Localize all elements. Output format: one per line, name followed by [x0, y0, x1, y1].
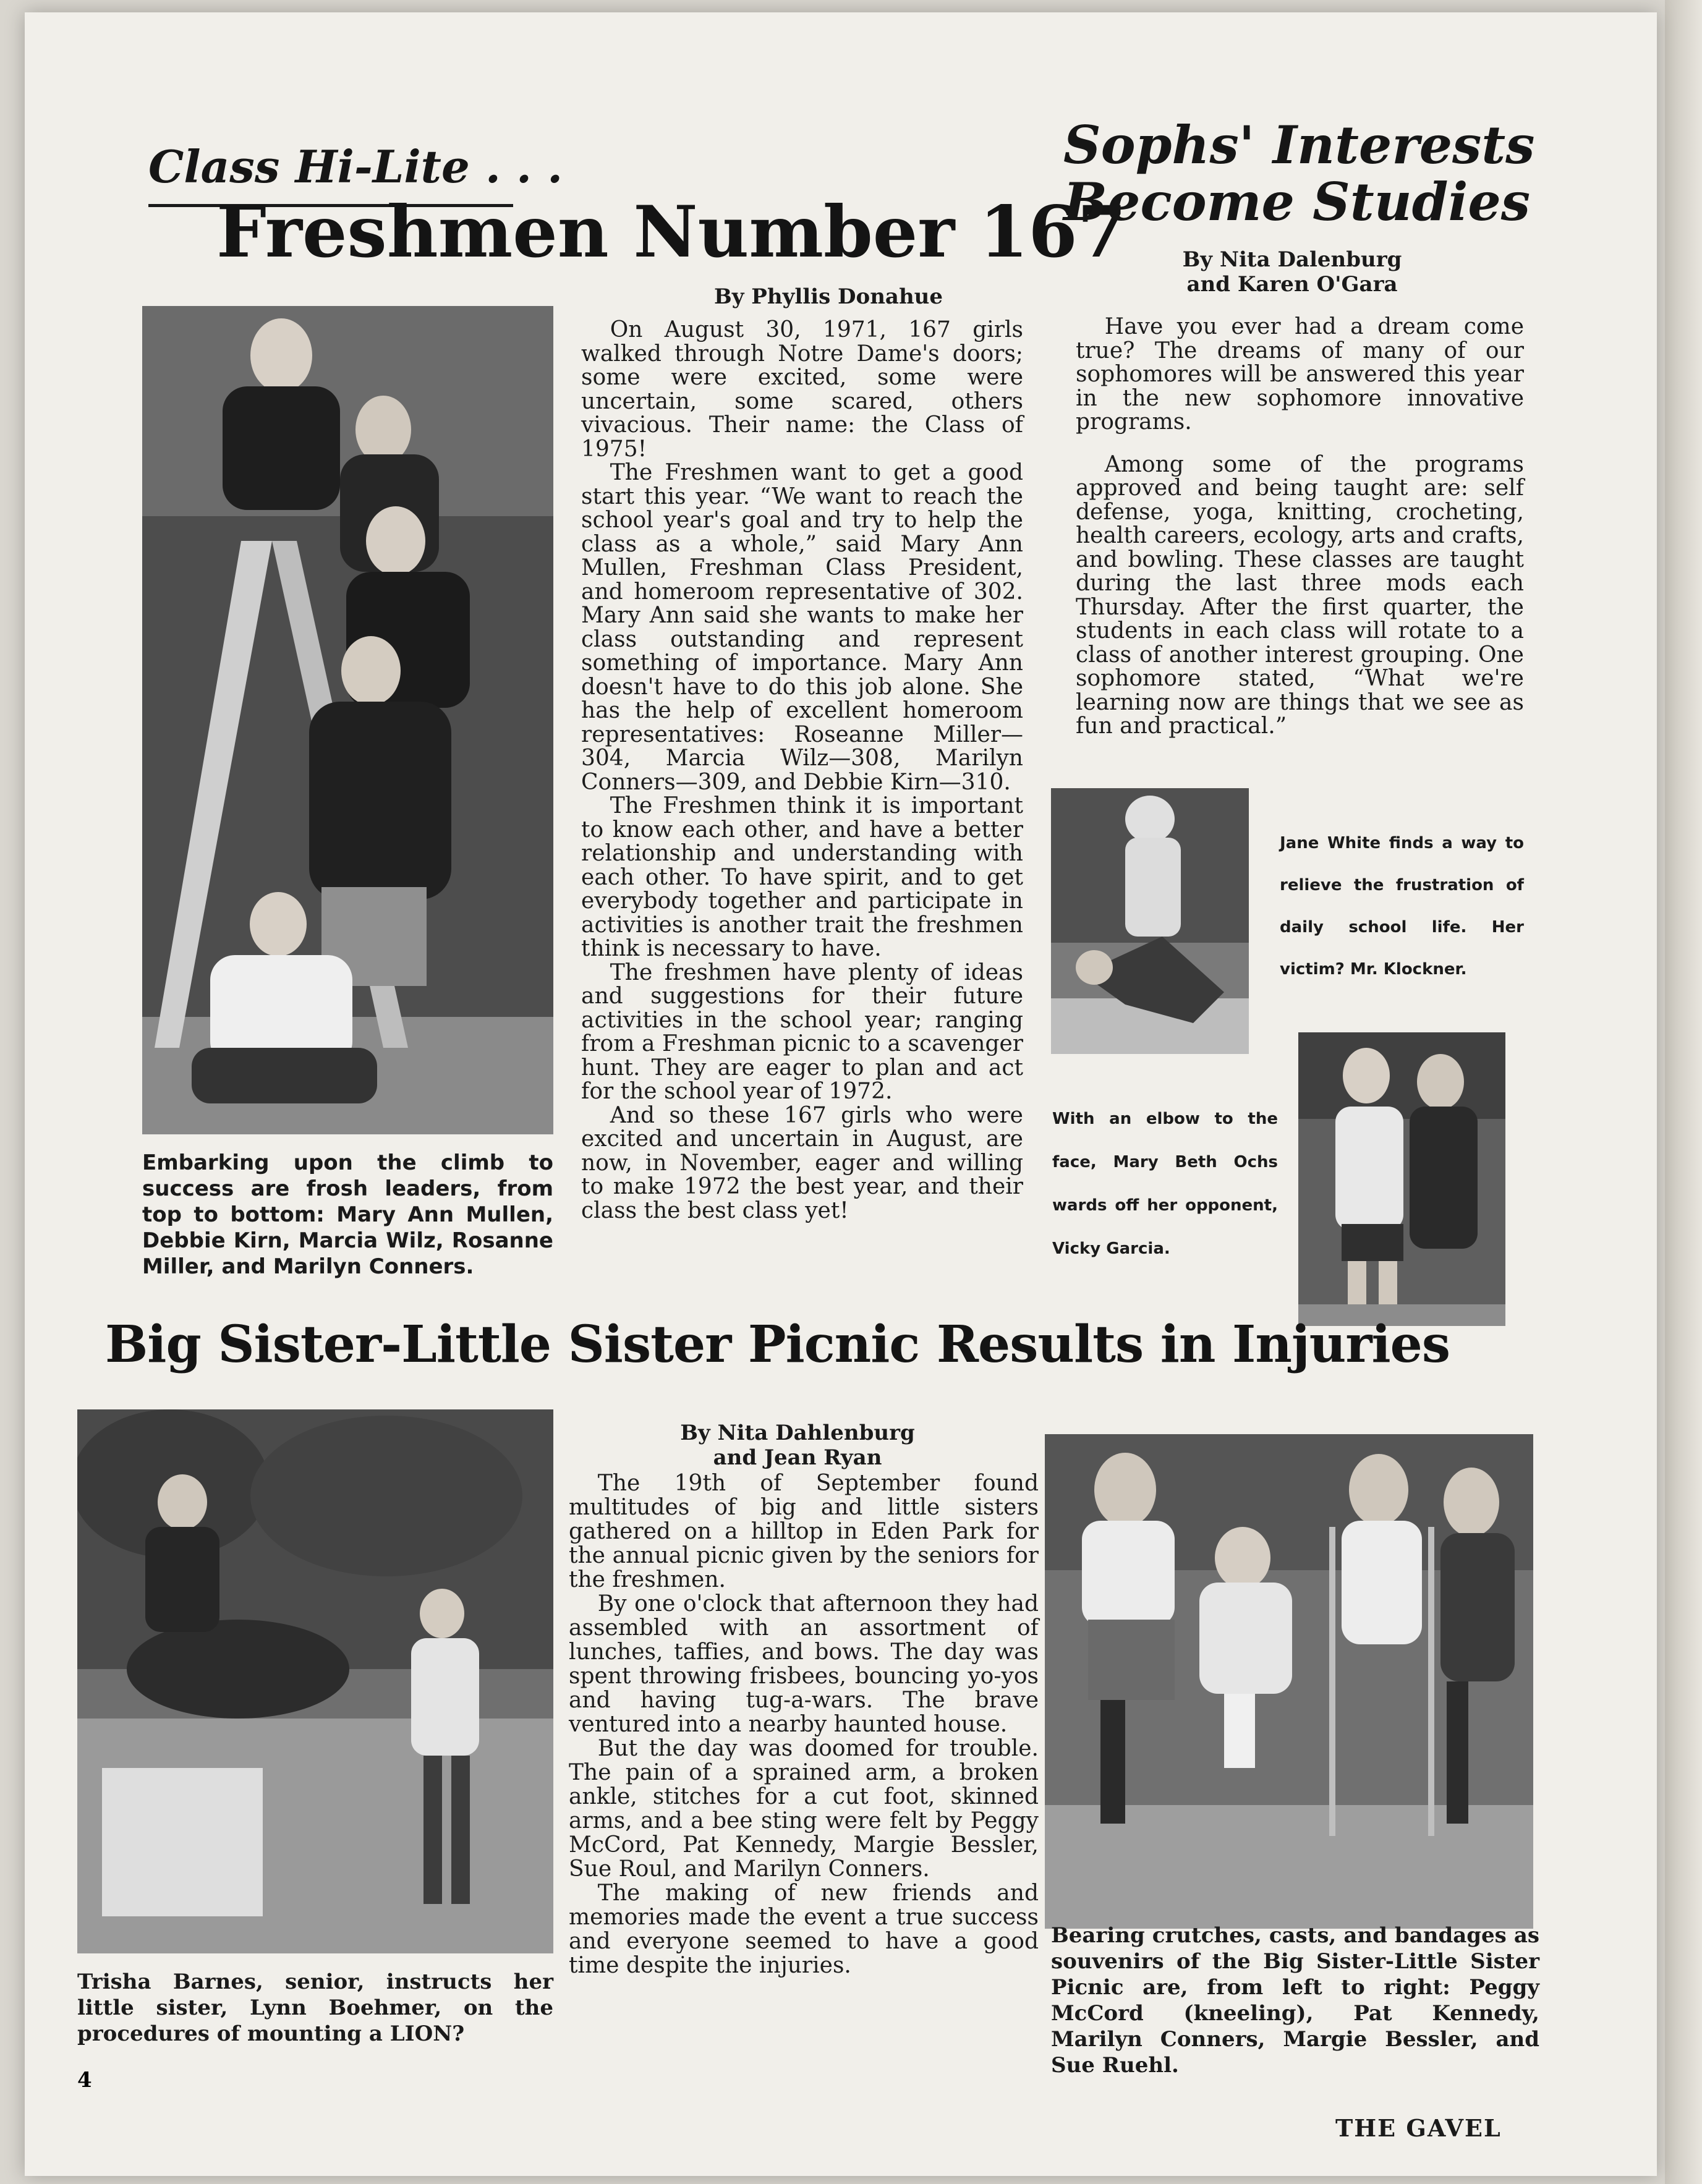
freshmen-headline: Freshmen Number 167	[216, 190, 1126, 273]
picnic-headline: Big Sister-Little Sister Picnic Results in Injuries	[105, 1315, 1450, 1374]
sophs-byline-line2: and Karen O'Gara	[1186, 272, 1398, 297]
freshmen-byline: By Phyllis Donahue	[713, 284, 943, 309]
publication-footer: THE GAVEL	[1335, 2114, 1502, 2142]
picnic-paragraph: By one o'clock that afternoon they had assembled with an assortment of lunches, taffies, and bows. The day was spent throwing frisbees, bouncing yo-yos and having tug-a-wars. The brave ventured into a nearby haunted house.	[569, 1591, 1039, 1737]
self-defense-photo-1	[1051, 788, 1249, 1054]
self-defense-caption-2: With an elbow to the face, Mary Beth Ochs wards off her opponent, Vicky Garcia.	[1052, 1110, 1278, 1258]
freshmen-paragraph: On August 30, 1971, 167 girls walked through Notre Dame's doors; some were excited, some were uncertain, some scared, others vivacious. Their name: the Class of 1975!	[581, 317, 1023, 462]
lion-photo-caption: Trisha Barnes, senior, instructs her little sister, Lynn Boehmer, on the procedures of mounting a LION?	[77, 1969, 553, 2046]
self-defense-photo-2	[1298, 1032, 1505, 1326]
lion-statue-photo	[77, 1409, 553, 1953]
magazine-page	[25, 12, 1657, 2176]
picnic-paragraph: The making of new friends and memories made the event a true success and everyone seemed to have a good time despite the injuries.	[569, 1880, 1039, 1978]
self-defense-caption-1: Jane White finds a way to relieve the frustration of daily school life. Her victim? Mr. Klockner.	[1280, 834, 1524, 979]
sophs-body	[1076, 315, 1524, 739]
freshmen-photo-caption: Embarking upon the climb to success are frosh leaders, from top to bottom: Mary Ann Mullen, Debbie Kirn, Marcia Wilz, Rosanne Miller, and Marilyn Conners.	[142, 1150, 553, 1279]
picnic-paragraph: The 19th of September found multitudes of big and little sisters gathered on a hilltop in Eden Park for the annual picnic given by the seniors for the freshmen.	[569, 1471, 1039, 1592]
sophs-headline-line2: Become Studies	[1063, 171, 1531, 232]
injured-students-photo	[1045, 1434, 1533, 1929]
picnic-paragraph: But the day was doomed for trouble. The pain of a sprained arm, a broken ankle, stitches for a cut foot, skinned arms, and a bee sting were felt by Peggy McCord, Pat Kennedy, Margie Bessler, Sue Roul, and Marilyn Conners.	[569, 1736, 1039, 1882]
freshmen-paragraph: And so these 167 girls who were excited and uncertain in August, are now, in November, eager and willing to make 1972 the best year, and their class the best class yet!	[581, 1102, 1023, 1223]
sophs-headline-line1: Sophs' Interests	[1063, 114, 1535, 176]
freshmen-kicker: Class Hi-Lite . . .	[148, 140, 563, 193]
picnic-byline-line1: By Nita Dahlenburg	[680, 1421, 915, 1445]
picnic-byline-line2: and Jean Ryan	[713, 1445, 882, 1470]
sophs-paragraph: Among some of the programs approved and being taught are: self defense, yoga, knitting, crocheting, health careers, ecology, arts and crafts, and bowling. These classes are taught during the last three mods each Thursday. After the first quarter, the students in each class will rotate to a class of another interest grouping. One sophomore stated, “What we're learning now are things that we see as fun and practical.”	[1076, 451, 1524, 739]
freshmen-paragraph: The freshmen have plenty of ideas and suggestions for their future activities in the school year; ranging from a Freshman picnic to a scavenger hunt. They are eager to plan and act for the school year of 1972.	[581, 959, 1023, 1104]
page-number: 4	[77, 2068, 92, 2093]
freshmen-paragraph: The Freshmen want to get a good start this year. “We want to reach the school year's goal and try to help the class as a whole,” said Mary Ann Mullen, Freshman Class President, and homeroom representative of 302. Mary Ann said she wants to make her class outstanding and represent something of importance. Mary Ann doesn't have to do this job alone. She has the help of excellent homeroom representatives: Roseanne Miller—304, Marcia Wilz—308, Marilyn Conners—309, and Debbie Kirn—310.	[581, 460, 1023, 795]
sophs-byline-line1: By Nita Dalenburg	[1182, 247, 1402, 272]
freshmen-ladder-photo	[142, 306, 553, 1134]
freshmen-body	[581, 318, 1023, 1223]
injured-photo-caption: Bearing crutches, casts, and bandages as souvenirs of the Big Sister-Little Sister Picnic are, from left to right: Peggy McCord (kneeling), Pat Kennedy, Marilyn Conners, Margie Bessler, and Sue Ruehl.	[1051, 1923, 1539, 2078]
picnic-body	[569, 1471, 1039, 1978]
page-spine	[1665, 0, 1702, 2184]
sophs-paragraph: Have you ever had a dream come true? The dreams of many of our sophomores will be answered this year in the new sophomore innovative programs.	[1076, 314, 1524, 435]
freshmen-paragraph: The Freshmen think it is important to know each other, and have a better relationship and understanding with each other. To have spirit, and to get everybody together and participate in activities is another trait the freshmen think is necessary to have.	[581, 793, 1023, 961]
